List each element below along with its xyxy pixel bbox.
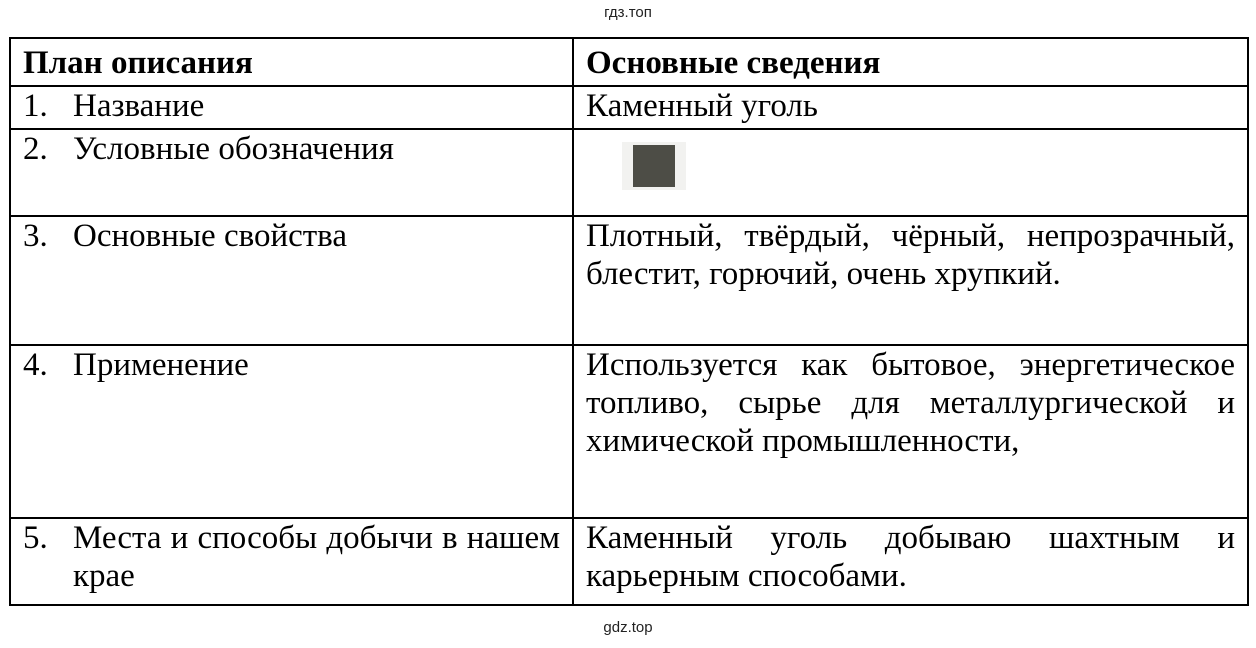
info-cell: Каменный уголь	[573, 86, 1248, 129]
item-label: Места и способы добычи в нашем крае	[73, 520, 560, 594]
coal-legend-square	[633, 145, 675, 187]
info-cell: Плотный, твёрдый, чёрный, непрозрачный, блестит, горючий, очень хрупкий.	[573, 216, 1248, 345]
watermark-top: гдз.топ	[604, 4, 652, 21]
table-row	[10, 86, 1248, 129]
plan-cell	[10, 216, 573, 345]
table-header-row	[10, 38, 1248, 86]
column-header-info: Основные сведения	[573, 38, 1248, 86]
item-label: Основные свойства	[73, 218, 347, 254]
info-cell: Используется как бытовое, энергетическое топливо, сырье для металлургической и химической промышленности,	[573, 345, 1248, 518]
table-row	[10, 345, 1248, 518]
item-number: 1.	[23, 88, 48, 124]
info-cell: Каменный уголь добываю шахтным и карьерным способами.	[573, 518, 1248, 605]
description-table	[9, 37, 1249, 606]
item-label: Условные обозначения	[73, 131, 394, 167]
plan-cell	[10, 86, 573, 129]
info-cell	[573, 129, 1248, 216]
plan-cell	[10, 345, 573, 518]
coal-legend-symbol	[622, 142, 686, 190]
table-row	[10, 216, 1248, 345]
item-label: Название	[73, 88, 205, 124]
item-number: 3.	[23, 218, 48, 254]
column-header-plan: План описания	[10, 38, 573, 86]
item-number: 2.	[23, 131, 48, 167]
watermark-bottom: gdz.top	[603, 619, 653, 636]
item-number: 4.	[23, 347, 48, 383]
item-number: 5.	[23, 520, 48, 556]
table-row	[10, 129, 1248, 216]
table-row	[10, 518, 1248, 605]
plan-cell	[10, 518, 573, 605]
plan-cell	[10, 129, 573, 216]
item-label: Применение	[73, 347, 249, 383]
